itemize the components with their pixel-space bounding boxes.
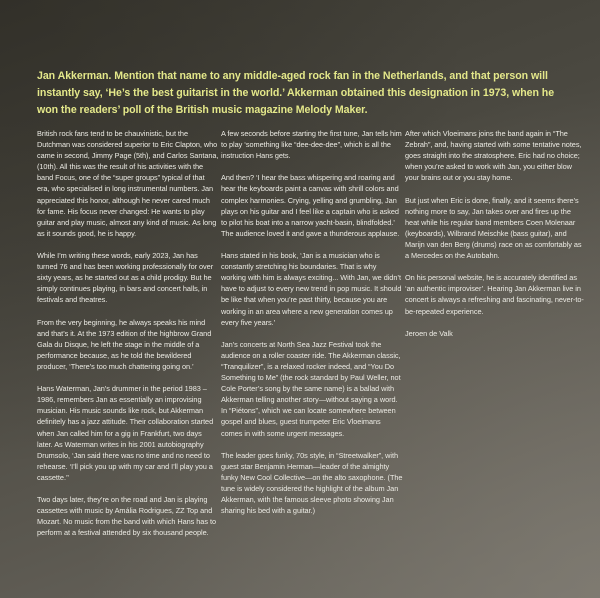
paragraph: The leader goes funky, 70s style, in “Streetwalker”, with guest star Benjamin Herman—leader of the almighty funky New Cool Collective—on the alto saxophone. (The tune is widely considered the highlight of the album Jan Akkerman, with the famous sleeve photo showing Jan sharing his bed with a guitar.) [221,450,403,516]
intro-heading: Jan Akkerman. Mention that name to any middle-aged rock fan in the Netherlands, and that person will instantly say, ‘He’s the best guitarist in the world.’ Akkerman obtained this designation in 1973, when he won the readers’ poll of the British music magazine Melody Maker. [37,70,555,116]
paragraph: A few seconds before starting the first tune, Jan tells him to play ‘something like “dee-dee-dee”, which is all the instruction Hans gets. [221,129,402,161]
paragraph: Jan’s concerts at North Sea Jazz Festival took the audience on a roller coaster ride. The Akkerman classic, “Tranquilizer”, is a relaxed rocker indeed, and “You Do Something to Me” (the rock standard by Paul Weller, not Cole Porter’s song by the same name) is a ballad with Akkerman telling another story—without saying a word. In “Piétons”, which we can locate somewhere between gospel and blues, guest trumpeter Eric Vloeimans comes in with some urgent messages. [221,339,401,438]
paragraph: On his personal website, he is accurately identified as ‘an authentic improviser’. Hearing Jan Akkerman live in concert is always a refreshing and fascinating, never-to-be-repeated experience. [405,273,584,316]
paragraph: Hans stated in his book, ‘Jan is a musician who is constantly stretching his boundaries. That is why working with him is always exciting... With Jan, we didn’t have to adjust to every new trend in pop music. It should be like that when you’re past thirty, because you are working in an area where a new generation comes up every five years.’ [221,251,402,327]
paragraph: Two days later, they’re on the road and Jan is playing cassettes with music by Amália Rodrigues, ZZ Top and Mozart. No music from the band with which Hans has to perform at a festival attended by six thousand people. [37,495,216,538]
column-2 [221,128,403,527]
paragraph: But just when Eric is done, finally, and it seems there’s nothing more to say, Jan takes over and fires up the heat while his regular band members Coen Molenaar (keyboards), Wilbrand Meischke (bass guitar), and Marijn van den Berg (drums) race on as comfortably as a Mercedes on the Autobahn. [405,195,582,261]
column-3 [405,128,585,350]
column-1 [37,128,219,550]
author-signature: Jeroen de Valk [405,328,453,338]
paragraph: British rock fans tend to be chauvinistic, but the Dutchman was considered superior to Eric Clapton, who came in second, Jimmy Page (5th), and Carlos Santana, (10th). All this was the result of his activities with the band Focus, one of the “super groups” typical of that era, who specialised in long instrumental numbers. Jan appreciated this honor, although he never cared much for fame. His focus never changed: He wants to play guitar and play music, almost any kind of music. As long as it sounds good, he is happy. [37,129,219,238]
paragraph: After which Vloeimans joins the band again in “The Zebrah”, and, having started with some tentative notes, goes straight into the stratosphere. Eric had no choice; when you’re asked to work with Jan, you either blow your brains out or you stay home. [405,129,582,183]
paragraph: While I’m writing these words, early 2023, Jan has turned 76 and has been working professionally for over sixty years, as he started out as a child prodigy. But he simply continues playing, in bars and concert halls, in festivals and theatres. [37,251,214,305]
paragraph: Hans Waterman, Jan’s drummer in the period 1983 – 1986, remembers Jan as essentially an improvising musician. His music sounds like rock, but Akkerman definitely has a jazz attitude. Their collaboration started when Jan called him for a gig in Frankfurt, two days later. As Waterman writes in his 2001 autobiography Drumsolo, ‘Jan said there was no time and no need to rehearse. ‘I’ll pick you up with my car and I’ll play you a cassette.’’ [37,384,214,482]
paragraph: And then? ‘I hear the bass whispering and roaring and hear the keyboards paint a canvas with shrill colors and complex harmonies. Crying, yelling and grumbling, Jan plays on his guitar and I feel like a captain who is asked to pilot his boat into a narrow yacht-basin, blindfolded.’ The audience loved it and gave a thunderous applause. [221,173,400,238]
paragraph: From the very beginning, he always speaks his mind and that’s it. At the 1973 edition of the highbrow Grand Gala du Disque, he left the stage in the middle of a performance because, as he told the bewildered producer, ‘There’s too much chattering going on.’ [37,317,212,371]
